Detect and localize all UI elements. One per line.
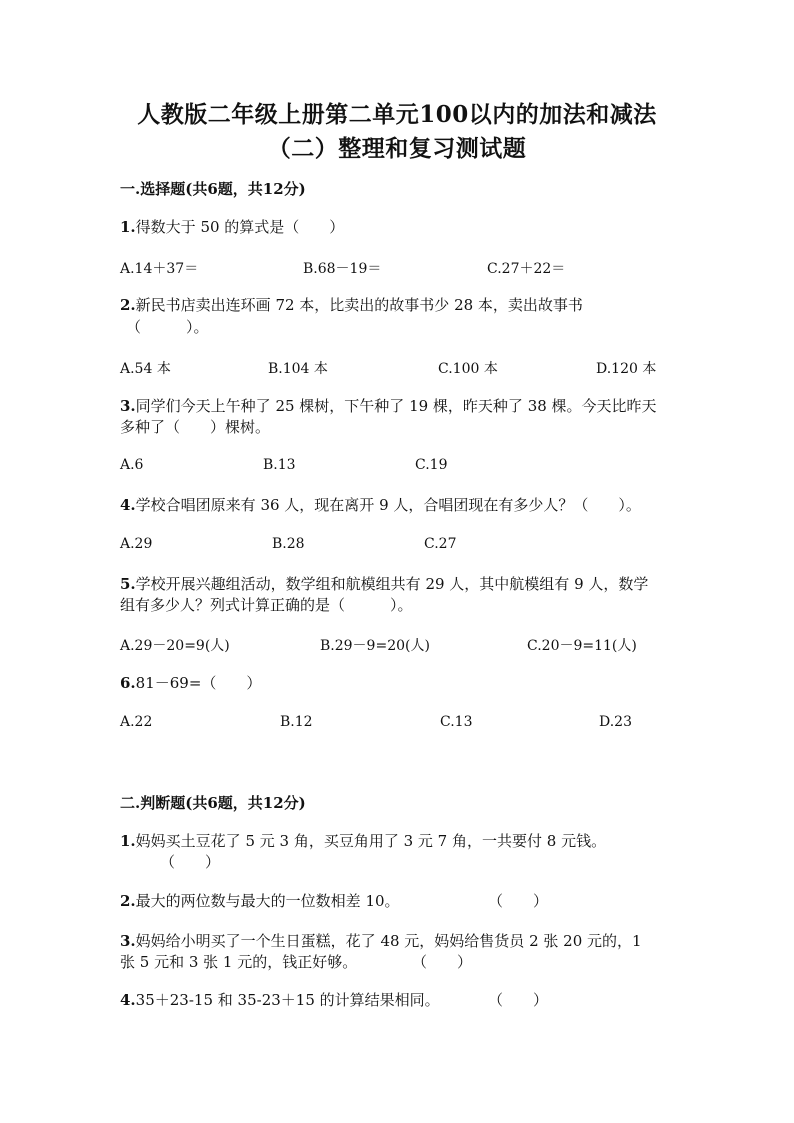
question-text: 妈妈买土豆花了 5 元 3 角，买豆角用了 3 元 7 角，一共要付 8 元钱。 xyxy=(135,832,607,850)
question-text: 35＋23-15 和 35-23＋15 的计算结果相同。 xyxy=(135,991,440,1009)
section-heading-judgment: 二.判断题(共6题，共12分) xyxy=(120,794,306,812)
question-number: 4. xyxy=(120,496,136,514)
option-d[interactable]: D.120 本 xyxy=(596,361,657,377)
option-c[interactable]: C.27 xyxy=(424,536,457,552)
answer-blank[interactable]: （ ） xyxy=(488,991,549,1009)
option-b[interactable]: B.68－19＝ xyxy=(303,261,382,277)
option-a[interactable]: A.22 xyxy=(120,714,153,730)
option-c[interactable]: C.13 xyxy=(440,714,473,730)
document-title-line2: （二）整理和复习测试题 xyxy=(267,135,527,162)
question-number: 2. xyxy=(120,892,136,910)
question-number: 3. xyxy=(120,932,136,950)
judgment-4 xyxy=(120,988,440,1013)
option-d[interactable]: D.23 xyxy=(599,714,632,730)
option-c[interactable]: C.19 xyxy=(415,457,448,473)
option-c[interactable]: C.20－9=11(人) xyxy=(527,638,637,654)
question-text: 最大的两位数与最大的一位数相差 10。 xyxy=(135,892,400,910)
question-3-line2: 多种了（ ）棵树。 xyxy=(120,418,271,436)
question-number: 5. xyxy=(120,575,136,593)
question-text: 得数大于 50 的算式是（ ） xyxy=(135,218,345,236)
section-heading-choice: 一.选择题(共6题，共12分) xyxy=(120,180,306,198)
question-text: 学校合唱团原来有 36 人，现在离开 9 人，合唱团现在有多少人？（ ）。 xyxy=(135,496,641,514)
option-a[interactable]: A.29 xyxy=(120,536,153,552)
question-number: 2. xyxy=(120,296,136,314)
option-c[interactable]: C.27＋22＝ xyxy=(487,261,566,277)
question-number: 6. xyxy=(120,674,136,692)
document-title-line1: 人教版二年级上册第二单元100以内的加法和减法 xyxy=(137,101,657,128)
question-6 xyxy=(120,671,261,696)
option-a[interactable]: A.14＋37＝ xyxy=(120,261,199,277)
question-number: 1. xyxy=(120,218,136,236)
option-b[interactable]: B.104 本 xyxy=(268,361,328,377)
answer-blank[interactable]: （ ） xyxy=(488,892,549,910)
question-text: 妈妈给小明买了一个生日蛋糕，花了 48 元，妈妈给售货员 2 张 20 元的，1 xyxy=(135,932,642,950)
question-4 xyxy=(120,493,641,518)
option-b[interactable]: B.28 xyxy=(272,536,305,552)
question-1 xyxy=(120,215,344,240)
option-b[interactable]: B.12 xyxy=(280,714,313,730)
question-text: 学校开展兴趣组活动，数学组和航模组共有 29 人，其中航模组有 9 人，数学 xyxy=(135,575,649,593)
option-a[interactable]: A.6 xyxy=(120,457,144,473)
option-a[interactable]: A.29－20=9(人) xyxy=(120,638,230,654)
option-b[interactable]: B.29－9=20(人) xyxy=(320,638,430,654)
question-2-line2: （ ）。 xyxy=(126,318,209,336)
question-5-line2: 组有多少人？列式计算正确的是（ ）。 xyxy=(120,596,413,614)
answer-blank[interactable]: （ ） xyxy=(160,853,221,871)
option-a[interactable]: A.54 本 xyxy=(120,361,171,377)
question-text: 81－69=（ ） xyxy=(135,674,262,692)
question-number: 3. xyxy=(120,397,136,415)
question-text: 同学们今天上午种了 25 棵树，下午种了 19 棵，昨天种了 38 棵。今天比昨天 xyxy=(135,397,657,415)
judgment-2 xyxy=(120,889,400,914)
question-number: 1. xyxy=(120,832,136,850)
judgment-3-line2: 张 5 元和 3 张 1 元的，钱正好够。 xyxy=(120,953,358,971)
option-c[interactable]: C.100 本 xyxy=(438,361,498,377)
question-number: 4. xyxy=(120,991,136,1009)
answer-blank[interactable]: （ ） xyxy=(412,953,473,971)
option-b[interactable]: B.13 xyxy=(263,457,296,473)
question-text: 新民书店卖出连环画 72 本，比卖出的故事书少 28 本，卖出故事书 xyxy=(135,296,583,314)
